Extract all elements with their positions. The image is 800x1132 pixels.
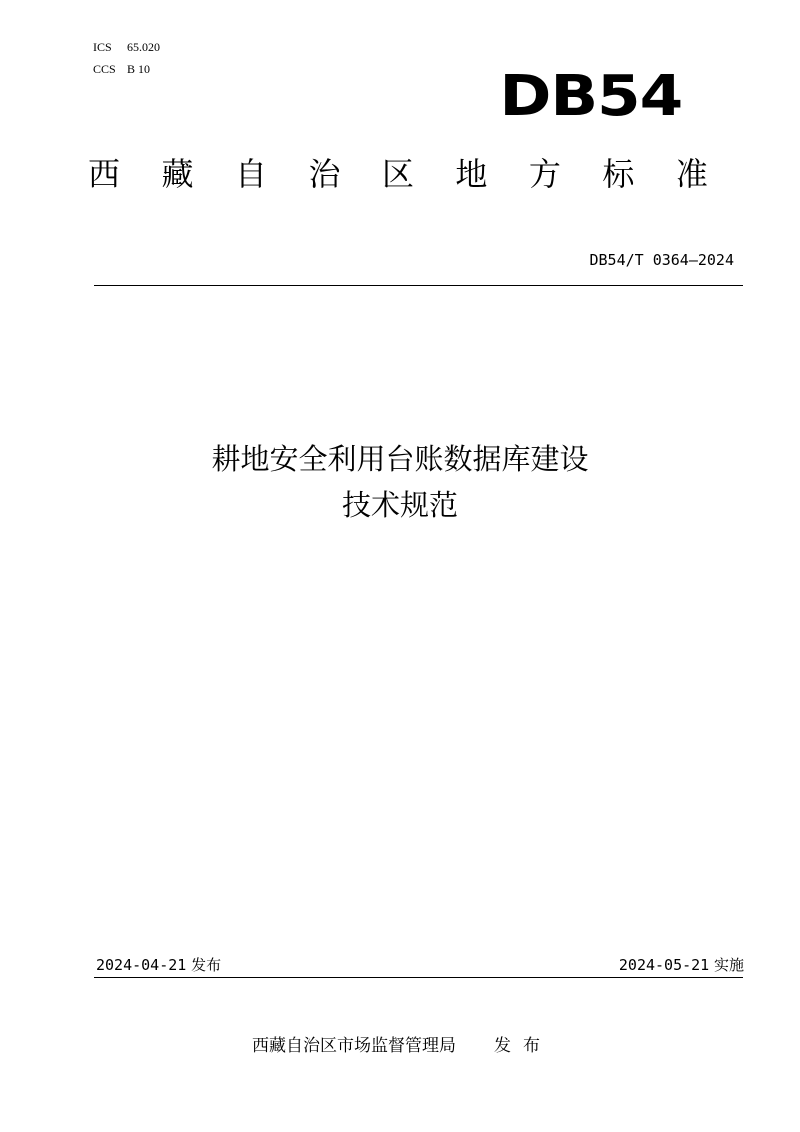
- standard-type-heading: [88, 152, 708, 196]
- document-title-line-2: 技术规范: [341, 488, 458, 522]
- standard-type-char: 方: [528, 155, 561, 193]
- standard-type-char: 准: [675, 155, 708, 193]
- standard-type-char: 标: [602, 155, 635, 193]
- standard-type-char: 自: [234, 155, 267, 193]
- ccs-label: CCS: [93, 62, 116, 76]
- document-title-line-1: 耕地安全利用台账数据库建设: [211, 442, 589, 476]
- issuing-authority: [252, 1034, 552, 1058]
- ccs-classification: [93, 62, 150, 76]
- issuer-action: 发布: [494, 1036, 552, 1056]
- ics-classification: [93, 40, 160, 54]
- issue-date-label: 发布: [191, 956, 222, 974]
- issue-date: [96, 955, 221, 975]
- ics-label: ICS: [93, 40, 112, 54]
- ccs-code: B 10: [127, 62, 151, 76]
- top-divider: [94, 285, 743, 286]
- implementation-date-label: 实施: [713, 956, 744, 974]
- db54-logo: DB54: [499, 64, 682, 129]
- document-title: [0, 436, 800, 528]
- implementation-date-value: 2024-05-21: [618, 956, 710, 974]
- standard-type-char: 区: [381, 155, 414, 193]
- issuer-name: 西藏自治区市场监督管理局: [252, 1036, 456, 1056]
- standard-type-char: 治: [308, 155, 341, 193]
- implementation-date: [619, 955, 744, 975]
- standard-type-char: 西: [88, 155, 121, 193]
- bottom-divider: [94, 977, 743, 978]
- issue-date-value: 2024-04-21: [96, 956, 187, 974]
- standard-number: DB54/T 0364—2024: [589, 251, 734, 269]
- ics-code: 65.020: [127, 40, 160, 54]
- standard-type-char: 藏: [161, 155, 194, 193]
- standard-type-char: 地: [455, 155, 488, 193]
